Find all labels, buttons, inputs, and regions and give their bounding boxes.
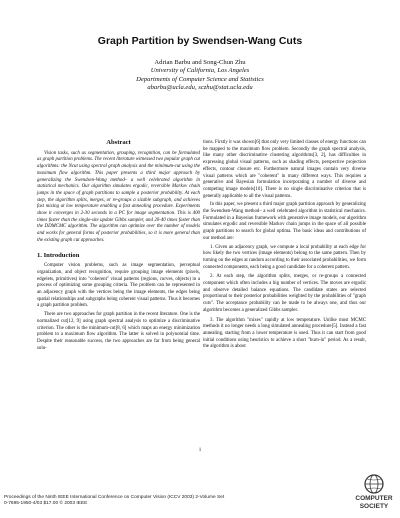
logo-text-society: SOCIETY — [359, 503, 389, 510]
contribution-item-3: 3. The algorithm "mixes" rapidly at low temperature. Unlike most MCMC methods it no longer needs a long simulated annealing procedure[5]. Instead a fast annealing, starting from a lower temperature is used. Thus it can start from good initial conditions using heuristics to achieve a short "burn-in" period. As a result, the algorithm is about — [203, 317, 366, 350]
footer-copyright: 0-7695-1950-4/03 $17.00 © 2003 IEEE — [4, 501, 88, 506]
logo-text-computer: COMPUTER — [355, 495, 393, 502]
section-heading-introduction: 1. Introduction — [37, 251, 80, 259]
footer — [4, 495, 224, 507]
right-column — [203, 140, 366, 354]
abstract-heading: Abstract — [106, 139, 131, 146]
contribution-item-2: 2. At each step, the algorithm splits, merges, or re-groups a connected component which often includes a big number of vertices. The moves are ergodic and observe detailed balance equations. The candidate states are selected proportional to their posterior probabilities weighted by the probabilities of "graph cuts". The acceptance probability can be made to be always one, and thus our algorithm becomes a generalized Gibbs sampler. — [203, 274, 366, 313]
globe-emblem-icon — [365, 475, 383, 493]
author-affiliation: University of California, Los Angeles — [150, 67, 250, 75]
intro-paragraph-1: Computer vision problems, such as image segmentation, perceptual organization, and object recognition, require grouping image elements (pixels, edgelets, primitives) into "coherent" visual patterns (regions, curves, objects) in a process of optimizing some grouping criteria. The problem can be represented in an adjacency graph with the vertices being the image elements, the edges being spatial relationships and subgraphs being coherent visual patterns. Thus it becomes a graph partition problem. — [37, 263, 200, 309]
intro-paragraph-2: There are two approaches for graph partition in the recent literature. One is the normalized cut[12, 9] using graph spectral analysis to optimize a discriminative criterion. The other is the minimum-cut[8, 6] which maps an energy minimization problem to a maximum flow algorithm. The latter is solved in polynomial time. Despite their reasonable success, the two approaches are far from being general solu- — [37, 312, 200, 351]
abstract-text: Vision tasks, such as segmentation, grouping, recognition, can be formulated as graph partition problems. The recent literature witnessed two popular graph cut algorithms: the Ncut using spectral graph analysis and the minimum-cut using the maximum flow algorithm. This paper presents a third major approach by generalizing the Swendsen-Wang method– a well celebrated algorithm in statistical mechanics. Our algorithm simulates ergodic, reversible Markov chain jumps in the space of graph partitions to sample a posterior probability. At each step, the algorithm splits, merges, or re-groups a sizable subgraph, and achieves fast mixing at low temperature enabling a fast annealing procedure. Experiments show it converges in 2-30 seconds in a PC for image segmentation. This is 400 times faster than the single-site update Gibbs sampler, and 20-40 times faster than the DDMCMC algorithm. The algorithm can optimize over the number of models and works for general forms of posterior probabilities, so it is more general than the existing graph cut approaches. — [37, 150, 200, 243]
right-paragraph-2: In this paper, we present a third major graph partition approach by generalizing the Swendsen-Wang method– a well celebrated algorithm in statistical mechanics. Formulated in a Bayesian framework with generative image models, our algorithm simulates ergodic and reversible Markov chain jumps in the space of all possible graph partitions to search for global optima. The basic ideas and contributions of our method are: — [203, 202, 366, 241]
page-number: 1 — [198, 448, 202, 453]
author-department: Departments of Computer Science and Statistics — [136, 75, 264, 83]
footer-proceedings: Proceedings of the Ninth IEEE International Conference on Computer Vision (ICCV 2003) 2-Volume Set — [4, 495, 225, 500]
author-names: Adrian Barbu and Song-Chun Zhu — [154, 59, 246, 66]
computer-society-logo — [352, 473, 396, 511]
author-block — [0, 59, 400, 93]
right-paragraph-1: tions. Firstly it was shown[6] that only very limited classes of energy functions can be mapped to the maximum flow problem. Secondly the graph spectral analysis, like many other discriminative clustering algorithms[3, 2], has difficulties in expressing global visual patterns, such as shading effects, perspective projection effects, contour closure etc. Furthermore natural images contain very diverse visual patterns which are "coherent" in many different ways. This requires a generative and Bayesian formulation incorporating a number of diverse and competing image models[10]. There is no single discriminative criterion that is generally applicable to all the visual patterns. — [203, 140, 366, 199]
author-emails: abarbu@ucla.edu, sczhu@stat.ucla.edu — [147, 84, 253, 92]
contribution-item-1: 1. Given an adjacency graph, we compute a local probability at each edge for how likely the two vertices (image elements) belong to the same pattern. Then by turning on the edges at random according to their associated probabilities, we form connected components, each being a good candidate for a coherent pattern. — [203, 244, 366, 270]
left-column — [37, 140, 200, 354]
paper-title: Graph Partition by Swendsen-Wang Cuts — [97, 35, 303, 47]
